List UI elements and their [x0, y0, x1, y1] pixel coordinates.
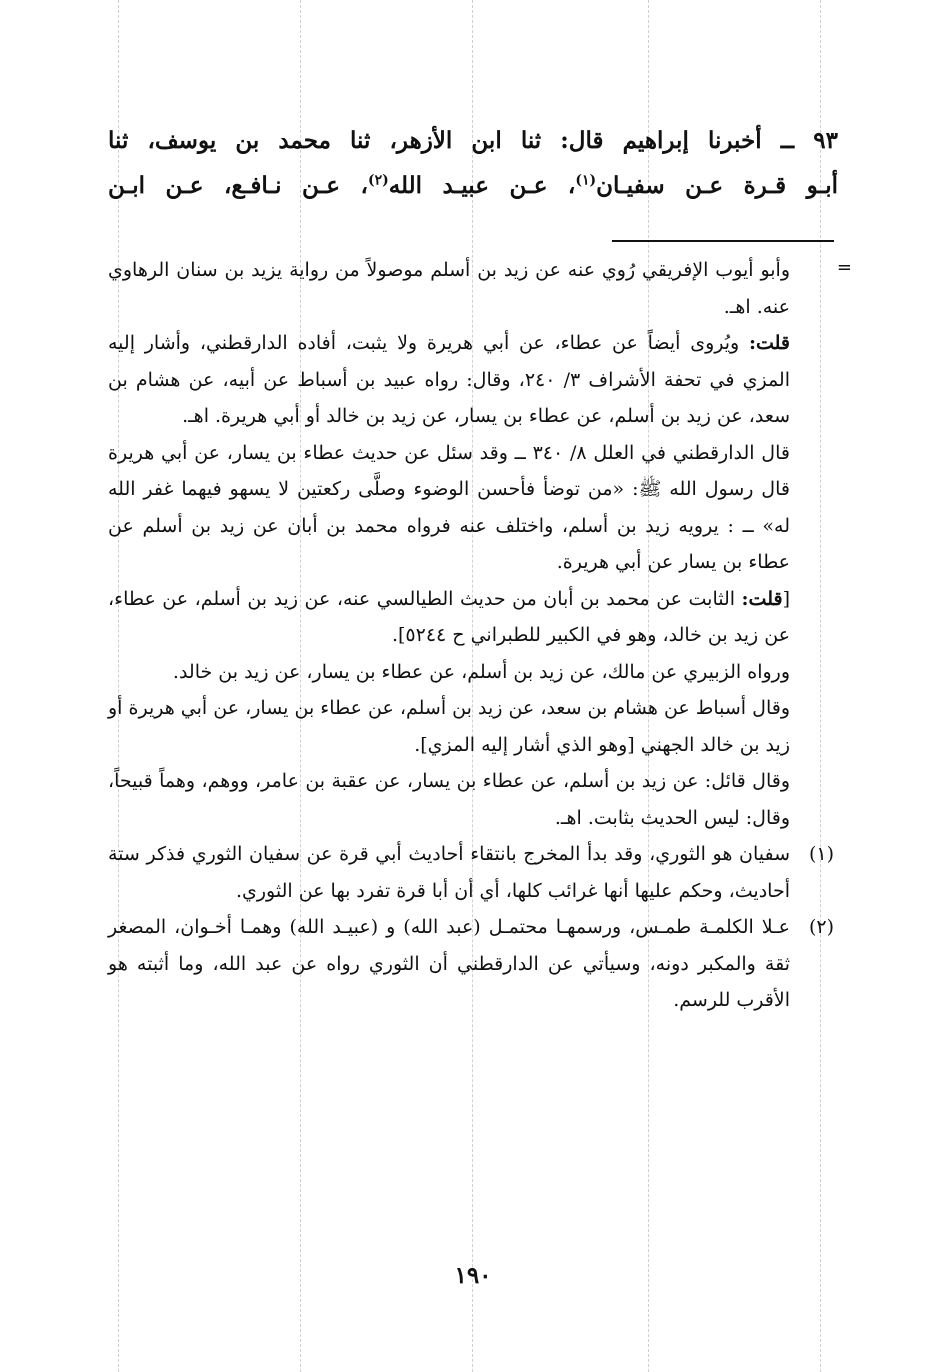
qail-paragraph: وقال قائل: عن زيد بن أسلم، عن عطاء بن يسار، عن عقبة بن عامر، ووهم، وهماً قبيحاً، وقال: ليس الحديث بثابت. اهـ. — [108, 770, 790, 829]
footnotes-area — [108, 252, 834, 1019]
footnote-continuation: وأبو أيوب الإفريقي رُوي عنه عن زيد بن أسلم موصولاً من رواية يزيد بن سنان الرهاوي عنه. اهـ. — [108, 259, 790, 318]
qultu-label: قلت: — [748, 332, 790, 354]
daraqutni-paragraph: قال الدارقطني في العلل ٨/ ٣٤٠ ــ وقد سئل عن حديث عطاء بن يسار، عن أبي هريرة قال رسول الله ﷺ: «من توضأ فأحسن الوضوء وصلَّى ركعتين لا يسهو فيهما غفر الله له» ــ : يرويه زيد بن أسلم، واختلف عنه فرواه محمد بن أبان عن زيد بن أسلم عن عطاء بن يسار عن أبي هريرة. — [108, 441, 790, 573]
hadith-line-2-part-c: ، عـن نـافـع، عـن ابـن — [108, 172, 368, 199]
hadith-text — [108, 118, 838, 208]
bracket-paragraph — [108, 581, 834, 654]
footnote-2 — [108, 909, 834, 1019]
footnote-1 — [108, 836, 834, 909]
bracket-text: الثابت عن محمد بن أبان من حديث الطيالسي عنه، عن زيد بن أسلم، عن عطاء، عن زيد بن خالد، وهو في الكبير للطبراني ح ٥٢٤٤ — [108, 587, 790, 646]
footnote-ref-2[interactable]: (٢) — [367, 172, 389, 189]
bracket-open: [ — [782, 587, 790, 610]
page-number: ١٩٠ — [454, 1262, 492, 1289]
qultu-text: ويُروى أيضاً عن عطاء، عن أبي هريرة ولا يثبت، أفاده الدارقطني، وأشار إليه المزي في تحفة الأشراف ٣/ ٢٤٠، وقال: رواه عبيد بن أسباط عن أبيه، عن هشام بن سعد، عن زيد بن أسلم، عن عطاء بن يسار، عن زيد بن خالد أو أبي هريرة. اهـ. — [108, 332, 790, 427]
zubairi-paragraph: ورواه الزبيري عن مالك، عن زيد بن أسلم، عن عطاء بن يسار، عن زيد بن خالد. — [172, 660, 790, 683]
footnote-2-text: عـلا الكلمـة طمـس، ورسمهـا محتمـل (عبد الله) و (عبيـد الله) وهمـا أخـوان، المصغر ثقة والمكبر دونه، وسيأتي عن الدارقطني أن الثوري رواه عن عبد الله، وما أثبته هو الأقرب للرسم. — [108, 916, 790, 1011]
footnote-separator — [612, 240, 834, 242]
continuation-mark: = — [836, 257, 852, 278]
footnote-1-text: سفيان هو الثوري، وقد بدأ المخرج بانتقاء أحاديث أبي قرة عن سفيان الثوري فذكر ستة أحاديث، وحكم عليها أنها غرائب كلها، أي أن أبا قرة تفرد بها عن الثوري. — [108, 843, 790, 902]
qultu-paragraph — [108, 325, 834, 435]
hadith-line-2-part-b: ، عـن عبيـد الله — [388, 172, 576, 199]
asbat-paragraph: وقال أسباط عن هشام بن سعد، عن زيد بن أسلم، عن عطاء بن يسار، عن أبي هريرة أو زيد بن خالد الجهني [وهو الذي أشار إليه المزي]. — [108, 697, 790, 756]
hadith-line-2-part-a: أبـو قـرة عـن سفيـان — [596, 172, 838, 199]
bracket-close: ]. — [391, 624, 406, 646]
bracket-qultu-label: قلت: — [741, 587, 783, 610]
footnote-ref-1[interactable]: (١) — [575, 172, 597, 189]
hadith-line-1: ٩٣ ــ أخبرنا إبراهيم قال: ثنا ابن الأزهر، ثنا محمد بن يوسف، ثنا — [108, 127, 838, 154]
footnote-2-number: (٢) — [808, 916, 834, 938]
hadith-line-2 — [108, 163, 838, 208]
footnote-1-number: (١) — [808, 843, 834, 865]
